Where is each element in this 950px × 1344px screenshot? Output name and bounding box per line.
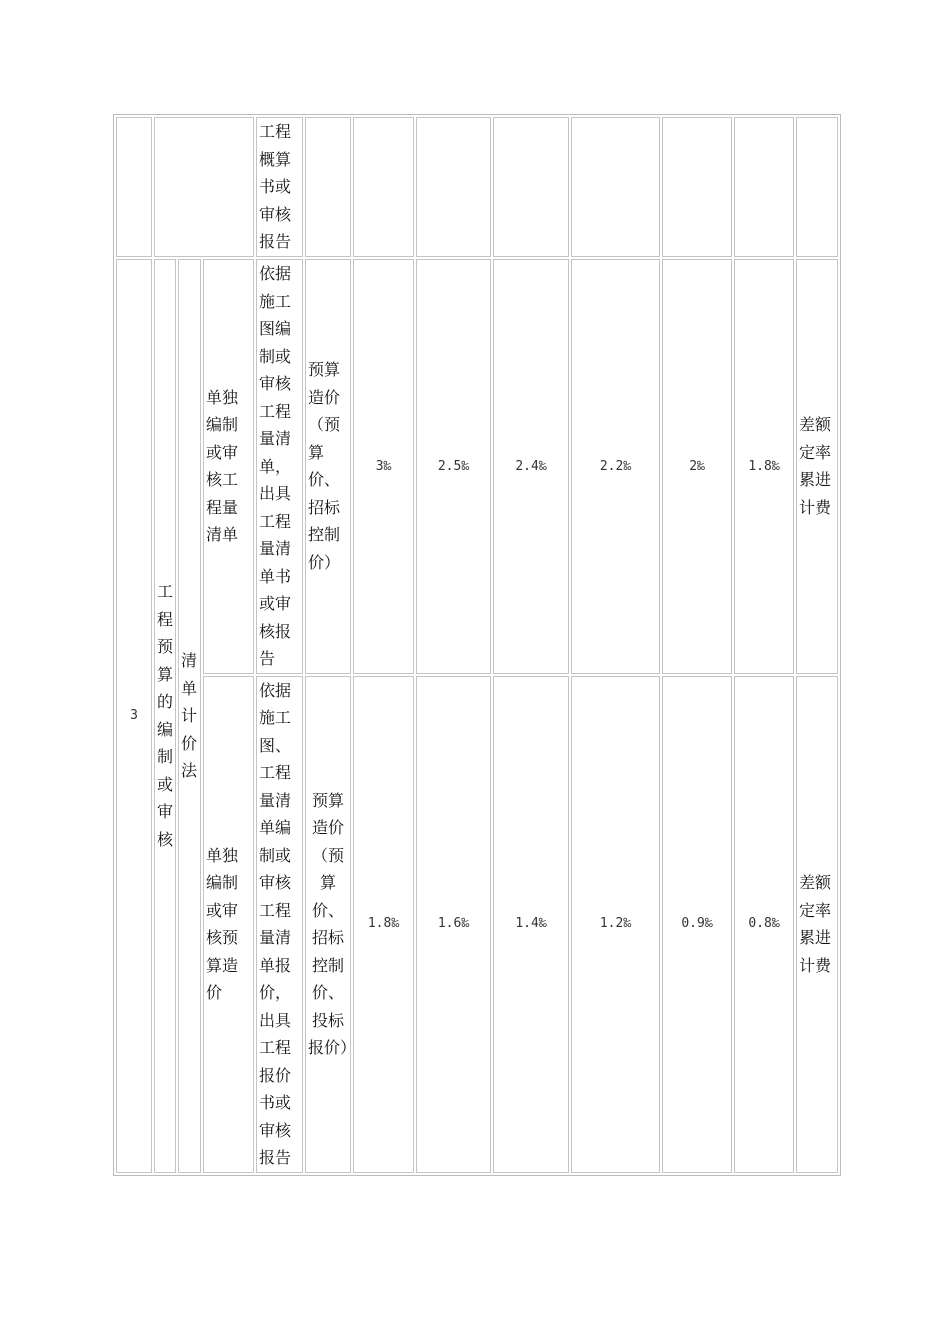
rate-cell: 2.5‰: [416, 259, 491, 674]
rate-cell: 3‰: [353, 259, 414, 674]
rate-cell: [734, 117, 794, 257]
rate-cell: [493, 117, 569, 257]
base-cell: 预算造价（预算价、招标控制价）: [305, 259, 351, 674]
method-cell: [796, 117, 838, 257]
basis-cell: 依据施工图、工程量清单编制或审核工程量清单报价，出具工程报价书或审核报告: [256, 676, 303, 1173]
rate-cell: 2‰: [662, 259, 732, 674]
basis-cell: 依据施工图编制或审核工程量清单，出具工程量清单书或审核报告: [256, 259, 303, 674]
rate-cell: 1.2‰: [571, 676, 660, 1173]
rate-cell: 1.6‰: [416, 676, 491, 1173]
base-cell: 预算造价（预算价、招标控制价、投标报价）: [305, 676, 351, 1173]
rate-cell: [662, 117, 732, 257]
fee-table: [113, 114, 841, 1176]
method-note-cell: 差额定率累进计费: [796, 676, 838, 1173]
deliverable-cell: 工程概算书或审核报告: [256, 117, 303, 257]
rate-cell: [416, 117, 491, 257]
service-cell: [154, 117, 254, 257]
method-note-cell: 差额定率累进计费: [796, 259, 838, 674]
rate-cell: 2.2‰: [571, 259, 660, 674]
table-row: [116, 259, 838, 674]
rate-cell: 1.4‰: [493, 676, 569, 1173]
table-row: [116, 117, 838, 257]
rate-cell: [353, 117, 414, 257]
rate-cell: 1.8‰: [734, 259, 794, 674]
base-cell: [305, 117, 351, 257]
index-cell: 3: [116, 259, 152, 1173]
rate-cell: [571, 117, 660, 257]
table-row: [116, 676, 838, 1173]
index-cell: [116, 117, 152, 257]
rate-cell: 1.8‰: [353, 676, 414, 1173]
method-cell: 清单计价法: [178, 259, 201, 1173]
rate-cell: 0.8‰: [734, 676, 794, 1173]
category-cell: 工程预算的编制或审核: [154, 259, 176, 1173]
rate-cell: 2.4‰: [493, 259, 569, 674]
service-cell: 单独编制或审核工程量清单: [203, 259, 254, 674]
rate-cell: 0.9‰: [662, 676, 732, 1173]
service-cell: 单独编制或审核预算造价: [203, 676, 254, 1173]
